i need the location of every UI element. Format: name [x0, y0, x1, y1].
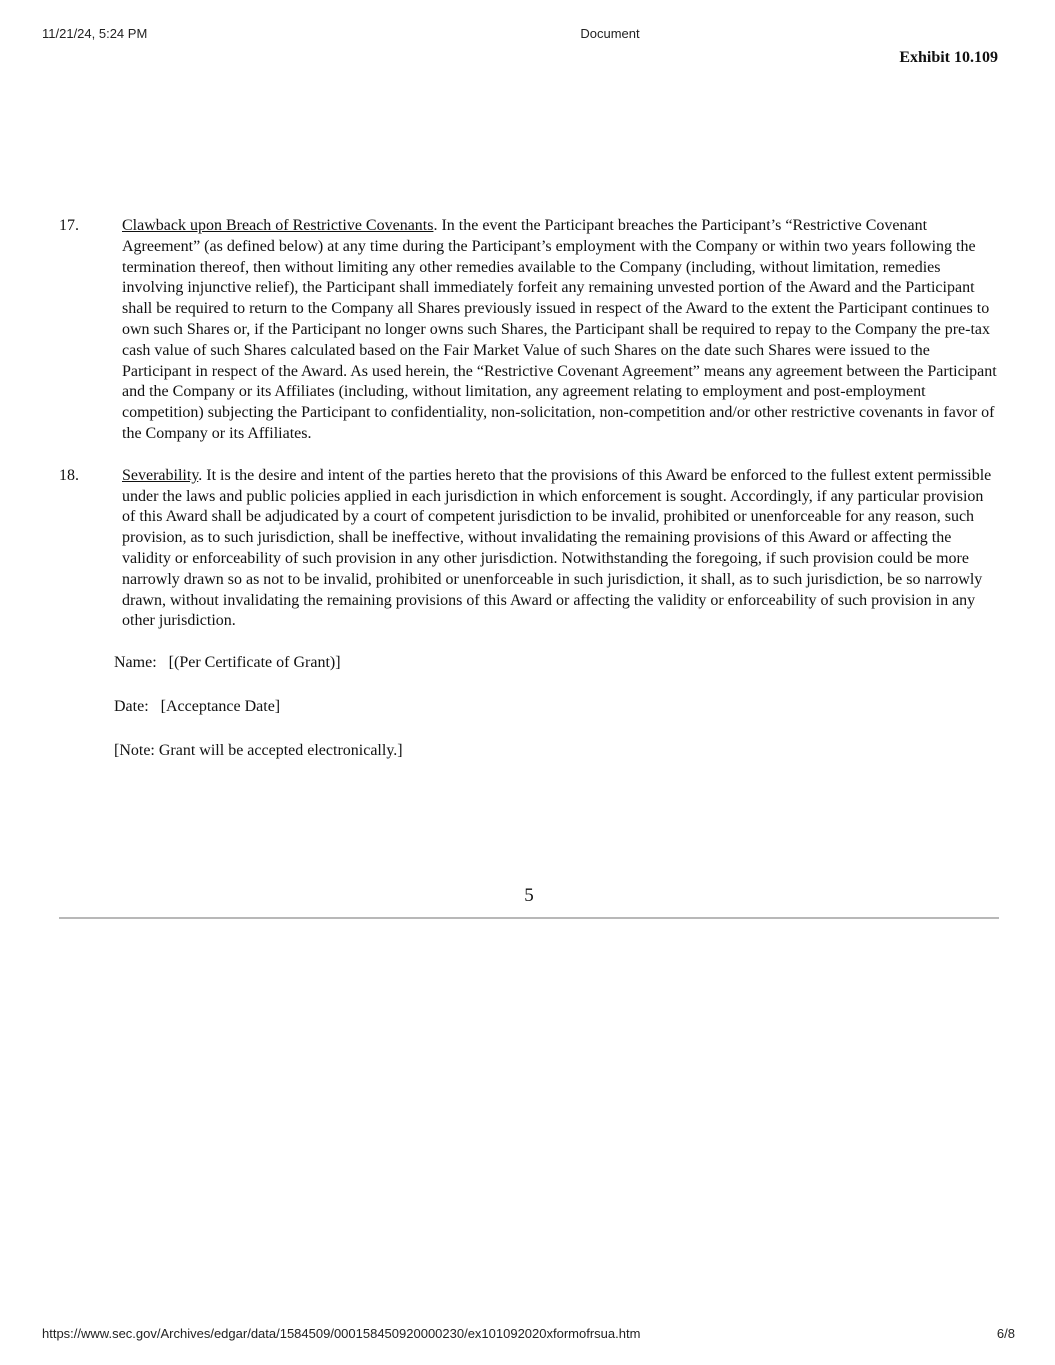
signature-name-line: [114, 653, 999, 674]
date-label: Date:: [114, 697, 149, 715]
section-text: . It is the desire and intent of the parties hereto that the provisions of this Award be enforced to the fullest extent permissible under the laws and public policies applied in each jurisdiction in which enforcement is sought. Accordingly, if any particular provision of this Award shall be adjudicated by a court of competent jurisdiction to be invalid, prohibited or unenforceable for any reason, such provision, as to such jurisdiction, shall be ineffective, without invalidating the remaining provisions of this Award or affecting the validity or enforceability of such provision in any other jurisdiction. Notwithstanding the foregoing, if such provision could be more narrowly drawn so as not to be invalid, prohibited or unenforceable in such jurisdiction, it shall, as to such jurisdiction, be so narrowly drawn, without invalidating the remaining provisions of this Award or affecting the validity or enforceability of such provision in any other jurisdiction.: [122, 466, 992, 630]
print-page-count: 6/8: [996, 1326, 1015, 1341]
section-number: 17.: [59, 217, 79, 234]
section-number: 18.: [59, 466, 79, 484]
source-url[interactable]: https://www.sec.gov/Archives/edgar/data/1584509/000158450920000230/ex101092020xformofrsua.htm: [42, 1326, 641, 1341]
section-title: Clawback upon Breach of Restrictive Covenants: [122, 217, 434, 234]
page-divider: [59, 917, 999, 919]
page-number: 5: [524, 885, 534, 906]
exhibit-label: Exhibit 10.109: [899, 49, 998, 66]
section-title: Severability: [122, 466, 199, 484]
section-paragraph: [122, 216, 999, 445]
section-17: [59, 216, 999, 445]
print-timestamp: 11/21/24, 5:24 PM: [42, 26, 148, 41]
print-header: [0, 26, 1055, 44]
section-18: [59, 466, 999, 632]
print-document-title: Document: [580, 26, 640, 41]
signature-date-line: [114, 697, 999, 718]
electronic-acceptance-note: [Note: Grant will be accepted electronically.]: [114, 741, 403, 759]
date-value: [Acceptance Date]: [160, 697, 281, 715]
name-value: [(Per Certificate of Grant)]: [168, 654, 341, 672]
section-text: . In the event the Participant breaches the Participant’s “Restrictive Covenant Agreement” (as defined below) at any time during the Participant’s employment with the Company or within two years following the termination thereof, then without limiting any other remedies available to the Company (including, without limitation, remedies involving injunctive relief), the Participant shall immediately forfeit any remaining unvested portion of the Award and the Participant shall be required to return to the Company all Shares previously issued in respect of the Award to the extent the Participant continues to own such Shares or, if the Participant no longer owns such Shares, the Participant shall be required to repay to the Company the pre-tax cash value of such Shares calculated based on the Fair Market Value of such Shares on the date such Shares were issued to the Participant in respect of the Award. As used herein, the “Restrictive Covenant Agreement” means any agreement between the Participant and the Company or its Affiliates (including, without limitation, any agreement relating to employment and post-employment competition) subjecting the Participant to confidentiality, non-solicitation, non-competition and/or other restrictive covenants in favor of the Company or its Affiliates.: [122, 217, 997, 442]
section-paragraph: [122, 466, 999, 632]
document-body: [59, 216, 999, 785]
name-label: Name:: [114, 654, 157, 672]
